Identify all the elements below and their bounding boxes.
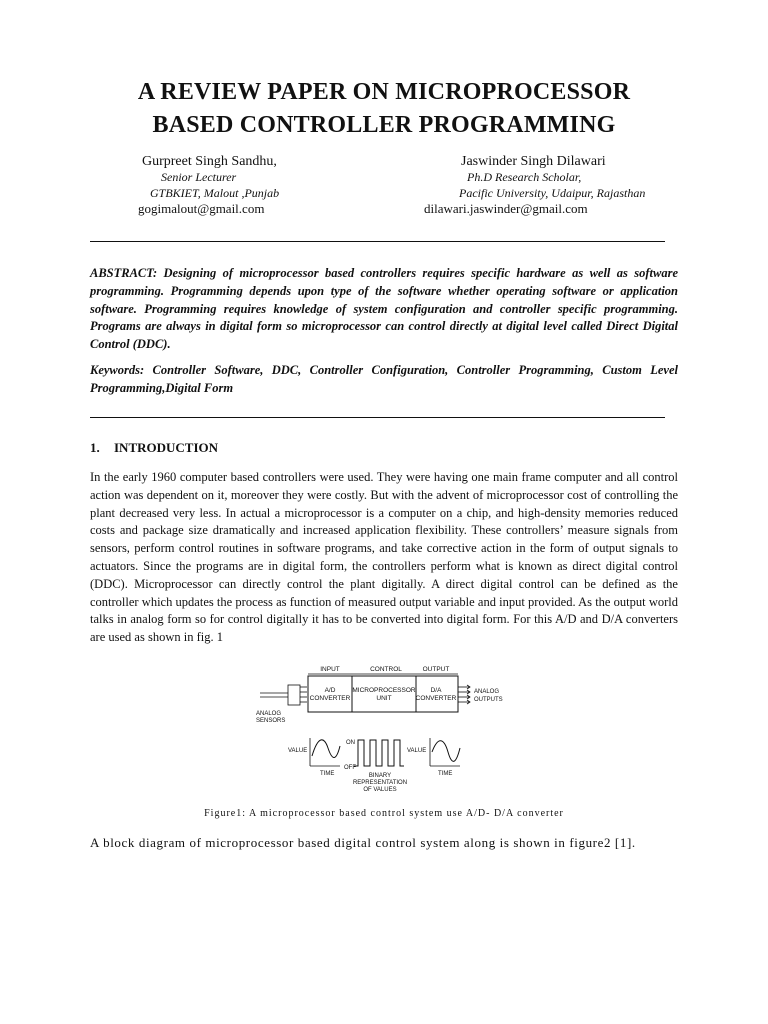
binary-label-1: BINARY xyxy=(368,773,392,779)
ad-label-1: A/D xyxy=(324,687,336,694)
title-line-1: A REVIEW PAPER ON MICROPROCESSOR xyxy=(137,79,631,105)
analog-wave-right xyxy=(432,741,460,762)
figure-1 xyxy=(250,660,530,800)
binary-label-3: OF VALUES xyxy=(363,787,397,793)
binary-label-2: REPRESENTATION xyxy=(352,780,408,786)
time-label-right: TIME xyxy=(438,771,453,777)
time-label-left: TIME xyxy=(320,771,335,777)
header-output: OUTPUT xyxy=(422,666,450,673)
intro-paragraph: In the early 1960 computer based controllers were used. They were having one main frame computer and all control action was dependent on it, moreover they were costly. But with the advent of microprocessor cost of controlling the plant decreased very less. In actual a microprocessor is a computer on a chip, and high-density memories reduced costs and package size dramatically and increased application flexibility. These controllers’ measure signals from sensors, perform control routines in software programs, and take corrective action in the form of output signals to actuators. Since the programs are in digital form, the controllers perform what is known as direct digital control (DDC). Microprocessor can directly control the plant digitally. A direct digital control can be defined as the controller which updates the process as function of measured output variable and input provided. As the output world talks in analog form so for control digitally it has to be converted into digital form. For this A/D and D/A converters are used as shown in fig. 1 xyxy=(90,470,678,645)
value-label-left: VALUE xyxy=(288,748,308,754)
paper-title xyxy=(0,76,768,142)
section-number: 1. xyxy=(90,440,100,455)
ad-label-2: CONVERTER xyxy=(309,695,351,702)
author-email: gogimalout@gmail.com xyxy=(138,201,265,216)
author-name: Jaswinder Singh Dilawari xyxy=(461,154,606,169)
divider-bottom xyxy=(90,417,665,418)
figure-caption: Figure1: A microprocessor based control system use A/D- D/A converter xyxy=(204,808,564,819)
analog-outputs-label-2: OUTPUTS xyxy=(474,697,503,703)
mp-label-1: MICROPROCESSOR xyxy=(352,687,416,694)
header-control: CONTROL xyxy=(370,666,402,673)
converter-block xyxy=(308,676,458,712)
block-diagram xyxy=(250,660,530,800)
author-role: Ph.D Research Scholar, xyxy=(467,170,582,184)
section-heading xyxy=(90,440,218,456)
keywords: Keywords: Controller Software, DDC, Controller Configuration, Controller Programming, Custom Level Programming,Digital Form xyxy=(90,363,678,395)
da-label-2: CONVERTER xyxy=(415,695,457,702)
header-input: INPUT xyxy=(320,666,340,673)
abstract: ABSTRACT: Designing of microprocessor based controllers requires specific hardware as well as software programming. Programming depends upon type of the software whether operating software or application software. Programming requires knowledge of system configuration and controller specific programming. Programs are always in digital form so microprocessor can control directly at digital level called Direct Digital Control (DDC). xyxy=(90,266,678,352)
author-email: dilawari.jaswinder@gmail.com xyxy=(424,201,588,216)
binary-pulses xyxy=(354,740,404,766)
mp-label-2: UNIT xyxy=(376,695,392,702)
author-block-2 xyxy=(424,154,645,216)
title-line-2: BASED CONTROLLER PROGRAMMING xyxy=(152,112,616,138)
analog-wave-left xyxy=(312,740,340,758)
section-title: INTRODUCTION xyxy=(114,440,219,455)
value-label-right: VALUE xyxy=(407,748,427,754)
closing-sentence: A block diagram of microprocessor based digital control system along is shown in figure2 [1]. xyxy=(90,835,636,850)
da-label-1: D/A xyxy=(430,687,442,694)
author-role: Senior Lecturer xyxy=(161,170,237,184)
author-institution: GTBKIET, Malout ,Punjab xyxy=(150,186,280,200)
analog-sensors-label-2: SENSORS xyxy=(256,718,286,724)
analog-sensors-label-1: ANALOG xyxy=(256,711,282,717)
author-institution: Pacific University, Udaipur, Rajasthan xyxy=(459,186,646,200)
off-label: OFF xyxy=(344,765,356,771)
author-block-1 xyxy=(138,154,279,216)
author-name: Gurpreet Singh Sandhu, xyxy=(142,154,277,169)
on-label: ON xyxy=(346,740,355,746)
sensor-icon xyxy=(288,685,300,705)
analog-outputs-label-1: ANALOG xyxy=(474,689,500,695)
divider-top xyxy=(90,241,665,242)
